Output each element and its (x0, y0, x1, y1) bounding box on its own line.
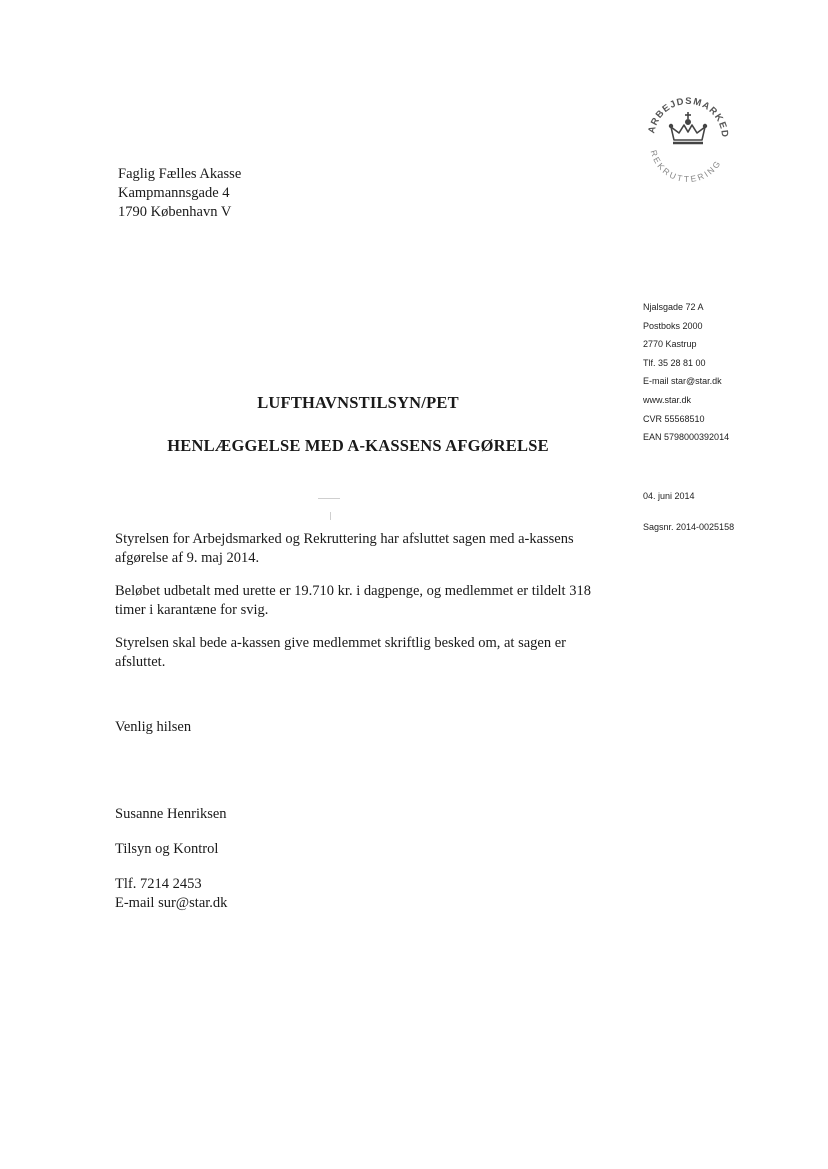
body-line: Styrelsen for Arbejdsmarked og Rekruttering har afsluttet sagen med a-kassens (115, 531, 574, 547)
letter-title: LUFTHAVNSTILSYN/PET (257, 393, 459, 412)
body-paragraph-2 (115, 582, 591, 620)
body-line: afgørelse af 9. maj 2014. (115, 550, 260, 566)
body-line: Styrelsen skal bede a-kassen give medlemmet skriftlig besked om, at sagen er (115, 635, 566, 651)
star-logo-seal (640, 86, 736, 182)
signer-department: Tilsyn og Kontrol (115, 841, 219, 857)
crown-icon (670, 112, 707, 143)
recipient-line: Faglig Fælles Akasse (118, 166, 242, 182)
case-number: Sagsnr. 2014-0025158 (643, 522, 735, 532)
signer-phone: Tlf. 7214 2453 (115, 876, 202, 892)
scan-speck (330, 512, 331, 520)
svg-text:REKRUTTERING (649, 149, 724, 182)
letter-subtitle: HENLÆGGELSE MED A-KASSENS AFGØRELSE (167, 436, 549, 455)
body-line: timer i karantæne for svig. (115, 602, 269, 618)
sender-line: Postboks 2000 (643, 320, 703, 331)
sender-info (643, 298, 729, 447)
signer-contact (115, 875, 227, 913)
logo-ring-text-top: ARBEJDSMARKED (646, 95, 731, 139)
sender-line: Njalsgade 72 A (643, 302, 704, 312)
recipient-address (118, 165, 241, 222)
sender-line: E-mail star@star.dk (643, 376, 722, 387)
sender-line: www.star.dk (643, 394, 692, 405)
signer-name: Susanne Henriksen (115, 806, 227, 822)
body-line: Beløbet udbetalt med urette er 19.710 kr. i dagpenge, og medlemmet er tildelt 318 (115, 583, 591, 599)
recipient-line: 1790 København V (118, 204, 232, 220)
body-paragraph-3 (115, 634, 566, 672)
letter-date: 04. juni 2014 (643, 491, 695, 501)
recipient-line: Kampmannsgade 4 (118, 185, 230, 201)
body-line: afsluttet. (115, 654, 166, 670)
sender-line: CVR 55568510 (643, 413, 705, 424)
sender-line: EAN 5798000392014 (643, 432, 730, 443)
body-paragraph-1 (115, 530, 574, 568)
scan-speck (318, 498, 340, 499)
logo-ring-text-bottom: REKRUTTERING (648, 148, 724, 182)
sender-line: 2770 Kastrup (643, 339, 697, 350)
closing-greeting: Venlig hilsen (115, 719, 192, 735)
signer-email: E-mail sur@star.dk (115, 895, 228, 911)
sender-line: Tlf. 35 28 81 00 (643, 357, 706, 368)
